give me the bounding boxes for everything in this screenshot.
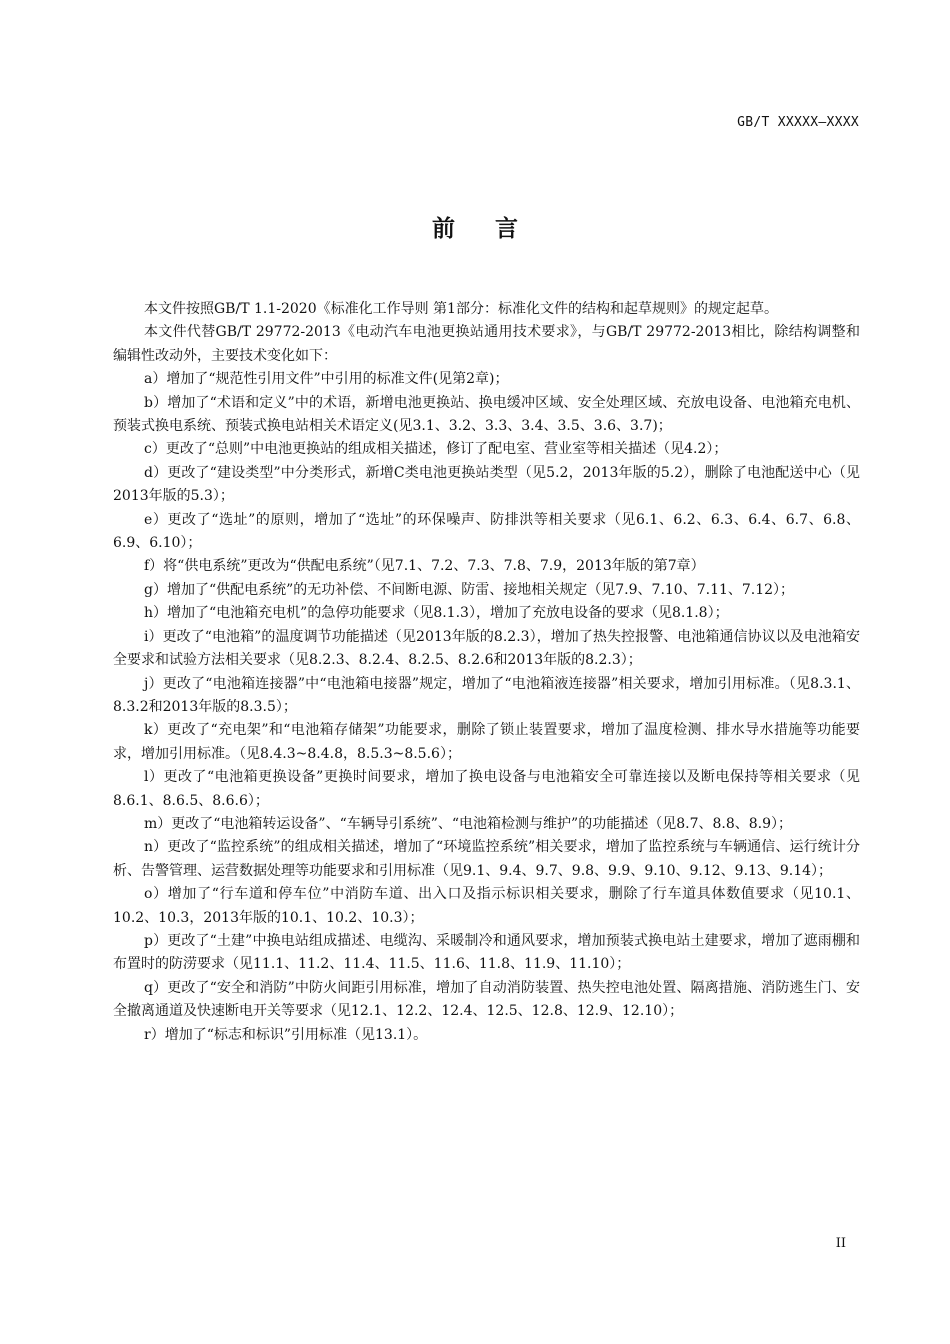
list-item: q）更改了“安全和消防”中防火间距引用标准，增加了自动消防装置、热失控电池处置、隔离措施、消防逃生门、安全撤离通道及快速断电开关等要求（见12.1、12.2、12.4、12.5、12.8、12.9、12.10）；: [113, 979, 860, 1020]
list-item: i）更改了“电池箱”的温度调节功能描述（见2013年版的8.2.3），增加了热失控报警、电池箱通信协议以及电池箱安全要求和试验方法相关要求（见8.2.3、8.2.4、8.2.5、8.2.6和2013年版的8.2.3）；: [113, 628, 860, 669]
list-item: p）更改了“土建”中换电站组成描述、电缆沟、采暖制冷和通风要求，增加预装式换电站土建要求，增加了遮雨棚和布置时的防涝要求（见11.1、11.2、11.4、11.5、11.6、11.8、11.9、11.10）；: [113, 932, 860, 973]
list-item: e）更改了“选址”的原则，增加了“选址”的环保噪声、防排洪等相关要求（见6.1、6.2、6.3、6.4、6.7、6.8、6.9、6.10）；: [113, 511, 860, 552]
body-text: [113, 298, 860, 1047]
list-item: a）增加了“规范性引用文件”中引用的标准文件(见第2章)；: [144, 371, 509, 388]
list-item: b）增加了“术语和定义”中的术语，新增电池更换站、换电缓冲区域、安全处理区域、充放电设备、电池箱充电机、预装式换电系统、预装式换电站相关术语定义(见3.1、3.2、3.3、3.4、3.5、3.6、3.7)；: [113, 394, 860, 435]
page-number: II: [835, 1236, 846, 1251]
paragraph: 本文件代替GB/T 29772-2013《电动汽车电池更换站通用技术要求》，与GB/T 29772-2013相比，除结构调整和编辑性改动外，主要技术变化如下：: [113, 324, 860, 364]
list-item: d）更改了“建设类型”中分类形式，新增C类电池更换站类型（见5.2，2013年版的5.2），删除了电池配送中心（见2013年版的5.3）；: [113, 464, 860, 505]
list-item: h）增加了“电池箱充电机”的急停功能要求（见8.1.3），增加了充放电设备的要求（见8.1.8）；: [144, 605, 729, 622]
list-item: j）更改了“电池箱连接器”中“电池箱电接器”规定，增加了“电池箱液连接器”相关要求，增加引用标准。（见8.3.1、8.3.2和2013年版的8.3.5）；: [113, 675, 860, 715]
document-code: GB/T XXXXX—XXXX: [737, 115, 859, 130]
list-item: l）更改了“电池箱更换设备”更换时间要求，增加了换电设备与电池箱安全可靠连接以及断电保持等相关要求（见8.6.1、8.6.5、8.6.6）；: [113, 769, 860, 809]
page-title: 前言: [432, 215, 558, 242]
list-item: n）更改了“监控系统”的组成相关描述，增加了“环境监控系统”相关要求，增加了监控系统与车辆通信、运行统计分析、告警管理、运营数据处理等功能要求和引用标准（见9.1、9.4、9.7、9.8、9.9、9.10、9.12、9.13、9.14）；: [113, 839, 860, 879]
list-item: f）将“供电系统”更改为“供配电系统”（见7.1、7.2、7.3、7.8、7.9，2013年版的第7章）: [144, 558, 705, 575]
list-item: c）更改了“总则”中电池更换站的组成相关描述，修订了配电室、营业室等相关描述（见4.2）；: [144, 441, 728, 458]
list-item: m）更改了“电池箱转运设备”、“车辆导引系统”、“电池箱检测与维护”的功能描述（见8.7、8.8、8.9）；: [144, 815, 793, 832]
list-item: o）增加了“行车道和停车位”中消防车道、出入口及指示标识相关要求，删除了行车道具体数值要求（见10.1、10.2、10.3，2013年版的10.1、10.2、10.3）；: [113, 886, 860, 926]
list-item: g）增加了“供配电系统”的无功补偿、不间断电源、防雷、接地相关规定（见7.9、7.10、7.11、7.12）；: [144, 581, 795, 598]
paragraph: 本文件按照GB/T 1.1-2020《标准化工作导则 第1部分：标准化文件的结构和起草规则》的规定起草。: [144, 301, 778, 317]
list-item: r）增加了“标志和标识”引用标准（见13.1）。: [144, 1026, 428, 1043]
list-item: k）更改了“充电架”和“电池箱存储架”功能要求，删除了锁止装置要求，增加了温度检测、排水导水措施等功能要求，增加引用标准。（见8.4.3~8.4.8，8.5.3~8.5.6）；: [113, 722, 860, 762]
